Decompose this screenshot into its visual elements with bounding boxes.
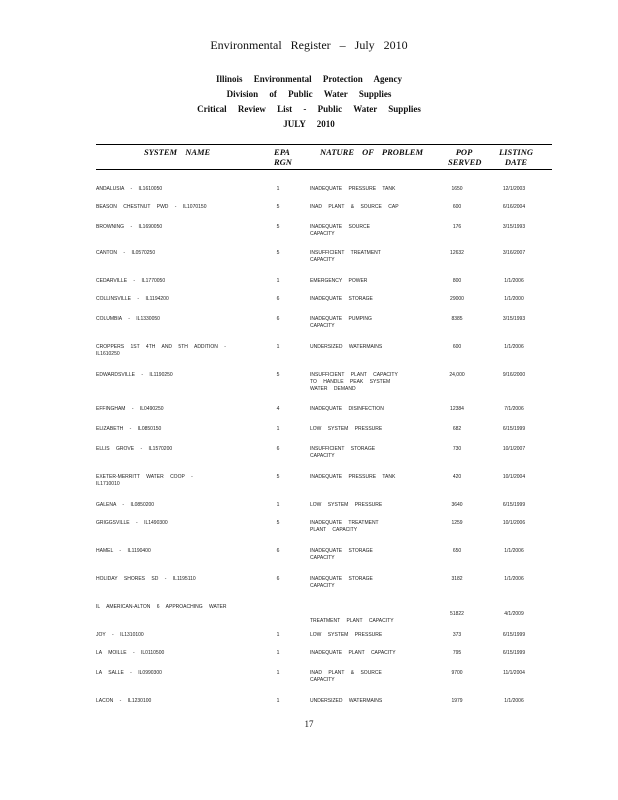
system-name-cell: ANDALUSIA - IL1610050 bbox=[96, 186, 163, 192]
problem-cell: INSUFFICIENT PLANT CAPACITY TO HANDLE PEAK SYSTEM WATER DEMAND bbox=[310, 372, 398, 392]
epa-rgn-cell: 5 bbox=[276, 520, 280, 526]
list-title: Critical Review List - Public Water Supplies bbox=[197, 104, 421, 114]
listing-date-cell: 10/1/2004 bbox=[502, 474, 526, 480]
pop-served-cell: 9700 bbox=[451, 670, 463, 676]
system-name-cell: GALENA - IL0850200 bbox=[96, 502, 155, 508]
table-row bbox=[0, 548, 618, 570]
system-name-cell: BEASON CHESTNUT PWD - IL1070150 bbox=[96, 204, 207, 210]
table-row bbox=[0, 650, 618, 672]
table-row bbox=[0, 576, 618, 598]
pop-served-cell: 1979 bbox=[451, 698, 463, 704]
pop-served-cell: 600 bbox=[452, 204, 462, 210]
col-listing-date: LISTING DATE bbox=[498, 147, 533, 167]
problem-cell: INADEQUATE STORAGE CAPACITY bbox=[310, 576, 373, 589]
pop-served-cell: 600 bbox=[452, 344, 462, 350]
listing-date-cell: 7/1/2006 bbox=[504, 406, 524, 412]
listing-date-cell: 4/1/2009 bbox=[504, 611, 524, 617]
system-name-cell: ELLIS GROVE - IL1570200 bbox=[96, 446, 173, 452]
listing-date-cell: 6/15/1999 bbox=[502, 502, 526, 508]
problem-cell: LOW SYSTEM PRESSURE bbox=[310, 426, 383, 432]
epa-rgn-cell: 1 bbox=[276, 278, 280, 284]
table-row bbox=[0, 698, 618, 720]
pop-served-cell: 800 bbox=[452, 278, 462, 284]
epa-rgn-cell: 5 bbox=[276, 474, 280, 480]
agency-title: Illinois Environmental Protection Agency bbox=[216, 74, 402, 84]
epa-rgn-cell: 1 bbox=[276, 502, 280, 508]
epa-rgn-cell: 5 bbox=[276, 204, 280, 210]
epa-rgn-cell: 6 bbox=[276, 548, 280, 554]
problem-cell: UNDERSIZED WATERMAINS bbox=[310, 344, 383, 350]
problem-cell: INADEQUATE PRESSURE TANK bbox=[310, 186, 396, 192]
system-name-cell: CROPPERS 1ST 4TH AND 5TH ADDITION - IL1610250 bbox=[96, 344, 226, 357]
listing-date-cell: 12/1/2003 bbox=[502, 186, 526, 192]
system-name-cell: COLLINSVILLE - IL1194200 bbox=[96, 296, 169, 302]
epa-rgn-cell: 5 bbox=[276, 224, 280, 230]
epa-rgn-cell: 1 bbox=[276, 650, 280, 656]
problem-cell: INADEQUATE PLANT CAPACITY bbox=[310, 650, 396, 656]
system-name-cell: EDWARDSVILLE - IL1190250 bbox=[96, 372, 173, 378]
table-row bbox=[0, 250, 618, 272]
table-row bbox=[0, 204, 618, 226]
listing-date-cell: 6/16/2004 bbox=[502, 204, 526, 210]
col-nature-of-problem: NATURE OF PROBLEM bbox=[320, 147, 424, 157]
table-row bbox=[0, 406, 618, 428]
epa-rgn-cell: 6 bbox=[276, 446, 280, 452]
col-system-name: SYSTEM NAME bbox=[144, 147, 211, 157]
epa-rgn-cell: 6 bbox=[276, 296, 280, 302]
epa-rgn-cell: 4 bbox=[276, 406, 280, 412]
listing-date-cell: 6/15/1999 bbox=[502, 650, 526, 656]
table-row bbox=[0, 670, 618, 692]
col-pop-served: POP SERVED bbox=[448, 147, 482, 167]
system-name-cell: JOY - IL1310100 bbox=[96, 632, 144, 638]
listing-date-cell: 1/1/2006 bbox=[504, 698, 524, 704]
system-name-cell: CEDARVILLE - IL1770050 bbox=[96, 278, 166, 284]
table-row bbox=[0, 520, 618, 542]
epa-rgn-cell: 1 bbox=[276, 186, 280, 192]
system-name-cell: LACON - IL1230100 bbox=[96, 698, 152, 704]
table-row bbox=[0, 372, 618, 394]
system-name-cell: EFFINGHAM - IL0490250 bbox=[96, 406, 164, 412]
system-name-cell: HOLIDAY SHORES SD - IL1195110 bbox=[96, 576, 196, 582]
problem-cell: INADEQUATE PUMPING CAPACITY bbox=[310, 316, 372, 329]
listing-date-cell: 3/15/1993 bbox=[502, 316, 526, 322]
pop-served-cell: 12632 bbox=[450, 250, 464, 256]
pop-served-cell: 8385 bbox=[451, 316, 463, 322]
table-row bbox=[0, 344, 618, 366]
problem-cell: UNDERSIZED WATERMAINS bbox=[310, 698, 383, 704]
pop-served-cell: 682 bbox=[452, 426, 462, 432]
epa-rgn-cell: 1 bbox=[276, 670, 280, 676]
listing-date-cell: 1/1/2006 bbox=[504, 278, 524, 284]
epa-rgn-cell: 1 bbox=[276, 344, 280, 350]
col-epa-rgn: EPA RGN bbox=[274, 147, 292, 167]
epa-rgn-cell: 5 bbox=[276, 250, 280, 256]
system-name-cell: LA SALLE - IL0990300 bbox=[96, 670, 162, 676]
pop-served-cell: 1259 bbox=[451, 520, 463, 526]
table-row bbox=[0, 474, 618, 496]
system-name-cell: CANTON - IL0570250 bbox=[96, 250, 156, 256]
pop-served-cell: 12384 bbox=[450, 406, 464, 412]
listing-date-cell: 9/16/2000 bbox=[502, 372, 526, 378]
pop-served-cell: 51822 bbox=[450, 611, 464, 617]
listing-date-cell: 1/1/2006 bbox=[504, 344, 524, 350]
list-date: JULY 2010 bbox=[283, 119, 335, 129]
pop-served-cell: 1650 bbox=[451, 186, 463, 192]
page-header: Environmental Register – July 2010 bbox=[210, 38, 408, 52]
system-name-cell: EXETER-MERRITT WATER COOP - IL1710010 bbox=[96, 474, 193, 487]
problem-cell: INSUFFICIENT TREATMENT CAPACITY bbox=[310, 250, 381, 263]
listing-date-cell: 11/1/2004 bbox=[503, 670, 525, 676]
problem-cell: INAD PLANT & SOURCE CAPACITY bbox=[310, 670, 382, 683]
epa-rgn-cell: 1 bbox=[276, 632, 280, 638]
problem-cell: LOW SYSTEM PRESSURE bbox=[310, 632, 383, 638]
problem-cell: INADEQUATE STORAGE CAPACITY bbox=[310, 548, 373, 561]
division-title: Division of Public Water Supplies bbox=[226, 89, 392, 99]
table-row bbox=[0, 446, 618, 468]
pop-served-cell: 650 bbox=[452, 548, 462, 554]
system-name-cell: GRIGGSVILLE - IL1490300 bbox=[96, 520, 168, 526]
pop-served-cell: 29000 bbox=[450, 296, 464, 302]
epa-rgn-cell: 5 bbox=[276, 372, 280, 378]
problem-cell: INSUFFICIENT STORAGE CAPACITY bbox=[310, 446, 376, 459]
listing-date-cell: 6/15/1999 bbox=[502, 426, 526, 432]
pop-served-cell: 420 bbox=[452, 474, 462, 480]
pop-served-cell: 176 bbox=[452, 224, 462, 230]
table-row bbox=[0, 426, 618, 448]
listing-date-cell: 10/1/2006 bbox=[502, 520, 526, 526]
problem-cell: INADEQUATE PRESSURE TANK bbox=[310, 474, 396, 480]
epa-rgn-cell: 1 bbox=[276, 426, 280, 432]
system-name-cell: BROWNING - IL1690050 bbox=[96, 224, 163, 230]
problem-cell: INAD PLANT & SOURCE CAP bbox=[310, 204, 399, 210]
listing-date-cell: 1/1/2006 bbox=[504, 576, 524, 582]
system-name-cell: LA MOILLE - IL0110500 bbox=[96, 650, 165, 656]
pop-served-cell: 3640 bbox=[451, 502, 463, 508]
table-row bbox=[0, 316, 618, 338]
problem-cell: INADEQUATE STORAGE bbox=[310, 296, 373, 302]
listing-date-cell: 1/1/2000 bbox=[504, 296, 524, 302]
pop-served-cell: 730 bbox=[452, 446, 462, 452]
pop-served-cell: 3182 bbox=[451, 576, 463, 582]
system-name-cell: HAMEL - IL1190400 bbox=[96, 548, 151, 554]
epa-rgn-cell: 6 bbox=[276, 576, 280, 582]
problem-cell: INADEQUATE DISINFECTION bbox=[310, 406, 384, 412]
problem-cell: LOW SYSTEM PRESSURE bbox=[310, 502, 383, 508]
problem-cell: INADEQUATE TREATMENT PLANT CAPACITY bbox=[310, 520, 379, 533]
system-name-cell: ELIZABETH - IL0850150 bbox=[96, 426, 162, 432]
pop-served-cell: 795 bbox=[452, 650, 462, 656]
listing-date-cell: 3/16/2007 bbox=[502, 250, 526, 256]
problem-cell: EMERGENCY POWER bbox=[310, 278, 368, 284]
problem-cell: INADEQUATE SOURCE CAPACITY bbox=[310, 224, 370, 237]
pop-served-cell: 373 bbox=[452, 632, 462, 638]
listing-date-cell: 6/15/1999 bbox=[502, 632, 526, 638]
page-number: 17 bbox=[304, 719, 314, 729]
problem-cell: TREATMENT PLANT CAPACITY bbox=[310, 618, 394, 624]
pop-served-cell: 24,000 bbox=[449, 372, 465, 378]
listing-date-cell: 10/1/2007 bbox=[502, 446, 526, 452]
table-row bbox=[0, 604, 618, 626]
listing-date-cell: 1/1/2006 bbox=[504, 548, 524, 554]
system-name-cell: IL AMERICAN-ALTON 6 APPROACHING WATER bbox=[96, 604, 227, 610]
listing-date-cell: 3/15/1993 bbox=[502, 224, 526, 230]
epa-rgn-cell: 6 bbox=[276, 316, 280, 322]
table-row bbox=[0, 224, 618, 246]
epa-rgn-cell: 1 bbox=[276, 698, 280, 704]
system-name-cell: COLUMBIA - IL1330050 bbox=[96, 316, 160, 322]
table-row bbox=[0, 296, 618, 318]
